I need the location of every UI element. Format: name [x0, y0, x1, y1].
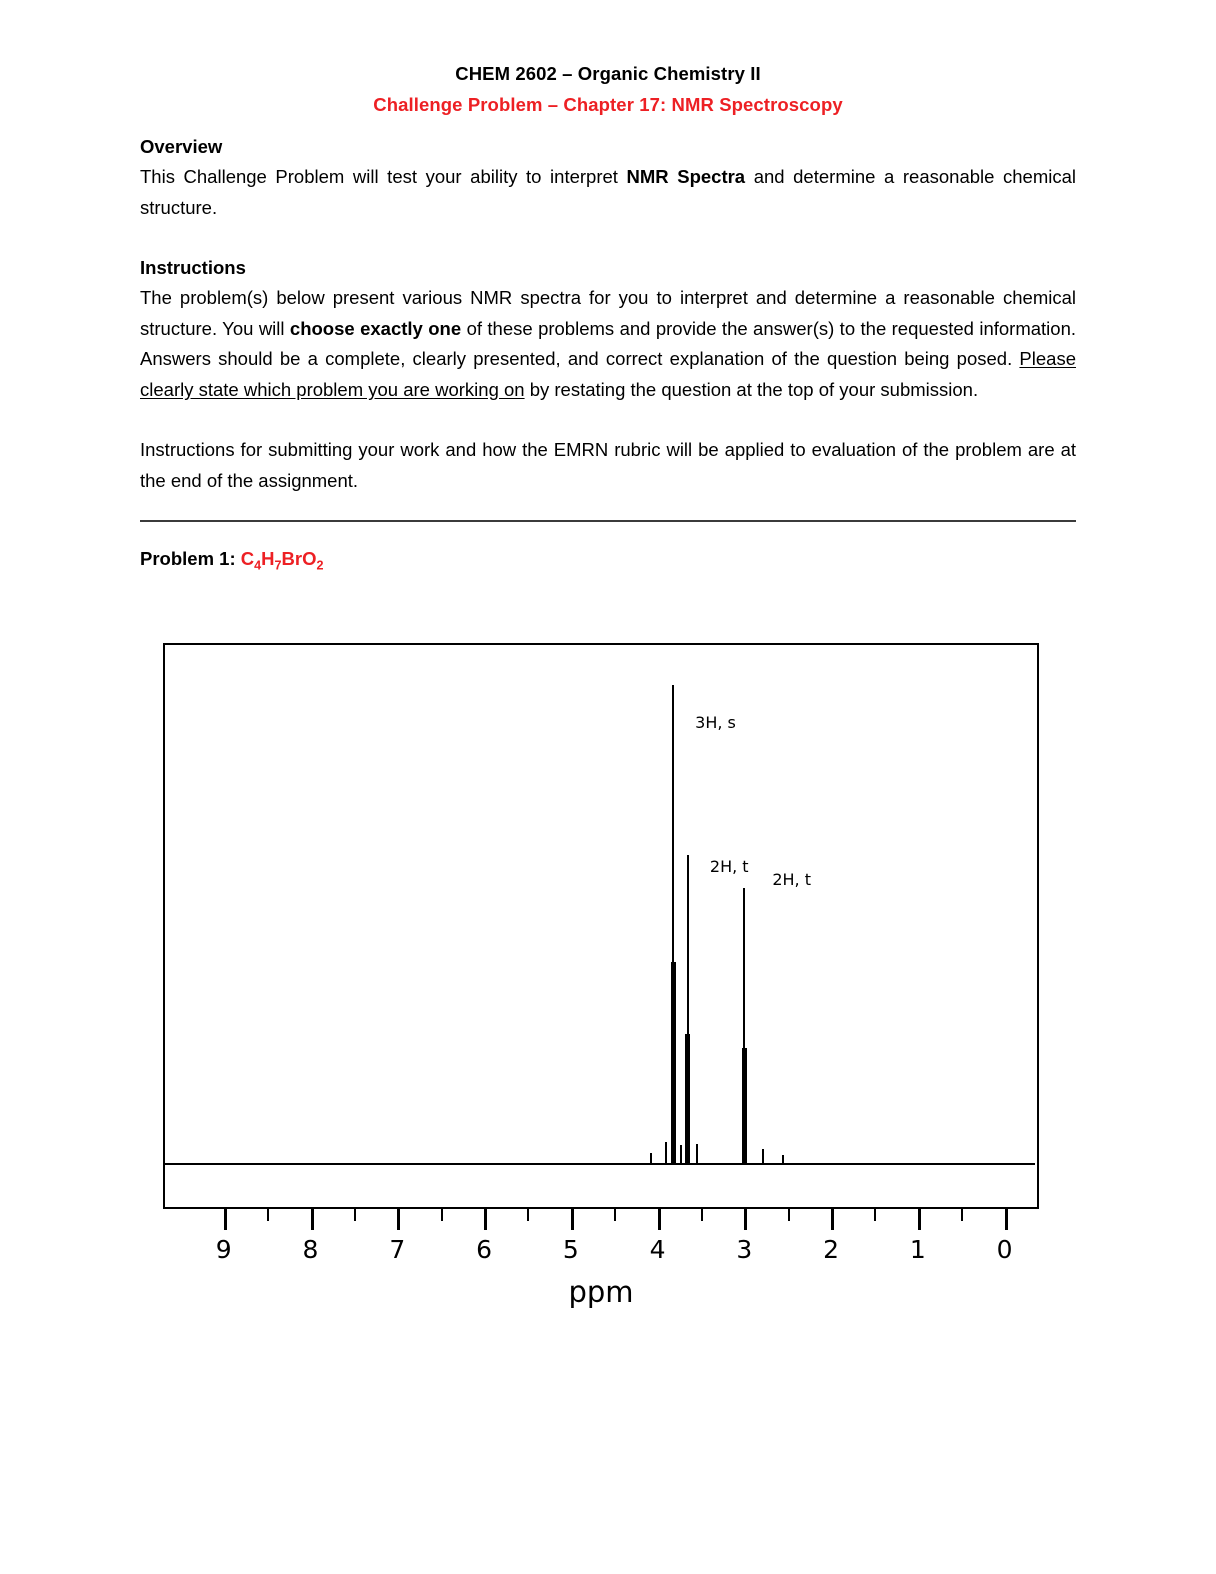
overview-spacer [140, 223, 1076, 241]
axis-tick-minor [267, 1209, 269, 1221]
instructions-underline-1: Please clearly state which problem you are working on [140, 348, 1076, 400]
axis-title-ppm: ppm [568, 1275, 634, 1309]
spectrum-minor-peak [650, 1153, 652, 1163]
axis-tick-label: 6 [476, 1235, 492, 1264]
axis-tick-major [658, 1209, 661, 1230]
instructions-text-3: by restating the question at the top of your submission. [524, 378, 979, 400]
axis-tick-label: 3 [736, 1235, 753, 1264]
instructions-text-1: The problem(s) below present various NMR spectra for you to interpret and determine a reasonable chemical structure. You will [140, 287, 1076, 339]
axis-tick-label: 1 [909, 1235, 926, 1264]
spectrum-minor-peak [762, 1149, 764, 1163]
formula-element: C [240, 548, 255, 569]
spectrum-minor-peak [665, 1142, 667, 1163]
spectrum-peak-base [742, 1048, 747, 1163]
axis-tick-minor [354, 1209, 356, 1221]
axis-tick-minor [527, 1209, 529, 1221]
axis-tick-minor [874, 1209, 876, 1221]
problem-heading [140, 548, 1076, 573]
axis-tick-minor [441, 1209, 443, 1221]
axis-tick-label: 0 [996, 1235, 1013, 1264]
spectrum-peak-base [671, 962, 676, 1163]
axis-tick-label: 4 [649, 1235, 666, 1264]
peak-label-2: 2H, t [709, 856, 749, 876]
axis-tick-label: 5 [562, 1235, 579, 1264]
overview-bold-1: NMR Spectra [626, 166, 746, 187]
axis-tick-major [224, 1209, 227, 1230]
formula-subscript: 2 [316, 558, 324, 573]
formula-element: Br [281, 548, 303, 569]
formula-subscript: 7 [274, 558, 282, 573]
axis-tick-major [744, 1209, 747, 1230]
instructions-bold-1: choose exactly one [289, 317, 462, 339]
axis-tick-label: 2 [823, 1235, 840, 1264]
instructions-heading: Instructions [140, 257, 246, 278]
document-content [140, 58, 1076, 573]
problem-formula [240, 548, 324, 573]
axis-tick-major [311, 1209, 314, 1230]
document-subtitle: Challenge Problem – Chapter 17: NMR Spectroscopy [373, 94, 843, 115]
ppm-axis [163, 1209, 1039, 1309]
axis-tick-label: 9 [215, 1235, 232, 1264]
axis-tick-minor [961, 1209, 963, 1221]
overview-text-1: This Challenge Problem will test your ability to interpret [140, 166, 627, 187]
axis-tick-minor [701, 1209, 703, 1221]
overview-text-2: and determine a reasonable chemical structure. [140, 166, 1076, 218]
axis-tick-major [571, 1209, 574, 1230]
axis-tick-major [1005, 1209, 1008, 1230]
formula-element: O [302, 548, 317, 569]
instructions-paragraph [140, 283, 1076, 405]
axis-tick-major [397, 1209, 400, 1230]
axis-tick-major [831, 1209, 834, 1230]
section-divider [140, 520, 1076, 522]
instructions-spacer [140, 405, 1076, 435]
formula-element: H [261, 548, 275, 569]
axis-tick-major [484, 1209, 487, 1230]
formula-subscript: 4 [254, 558, 262, 573]
axis-tick-minor [614, 1209, 616, 1221]
instructions-text-2: of these problems and provide the answer(s) to the requested information. Answers should be a complete, clearly presented, and correct explanation of the question being posed. [140, 317, 1076, 369]
axis-tick-label: 7 [389, 1235, 406, 1264]
spectrum-plot-area [163, 643, 1035, 1163]
spectrum-minor-peak [696, 1144, 698, 1163]
overview-heading: Overview [140, 136, 223, 157]
submission-note-paragraph: Instructions for submitting your work and how the EMRN rubric will be applied to evaluation of the problem are at the end of the assignment. [140, 439, 1076, 491]
spectrum-peak-base [685, 1034, 690, 1163]
peak-label-1: 3H, s [695, 713, 736, 732]
axis-tick-minor [788, 1209, 790, 1221]
problem-label: Problem 1: [140, 548, 236, 569]
axis-tick-label: 8 [302, 1235, 319, 1264]
nmr-spectrum-figure [163, 643, 1039, 1209]
axis-tick-major [918, 1209, 921, 1230]
spectrum-minor-peak [782, 1155, 784, 1163]
overview-paragraph [140, 162, 1076, 223]
peak-label-3: 2H, t [772, 870, 811, 890]
spectrum-minor-peak [680, 1145, 682, 1163]
spectrum-baseline [163, 1163, 1035, 1165]
document-title: CHEM 2602 – Organic Chemistry II [455, 63, 761, 84]
